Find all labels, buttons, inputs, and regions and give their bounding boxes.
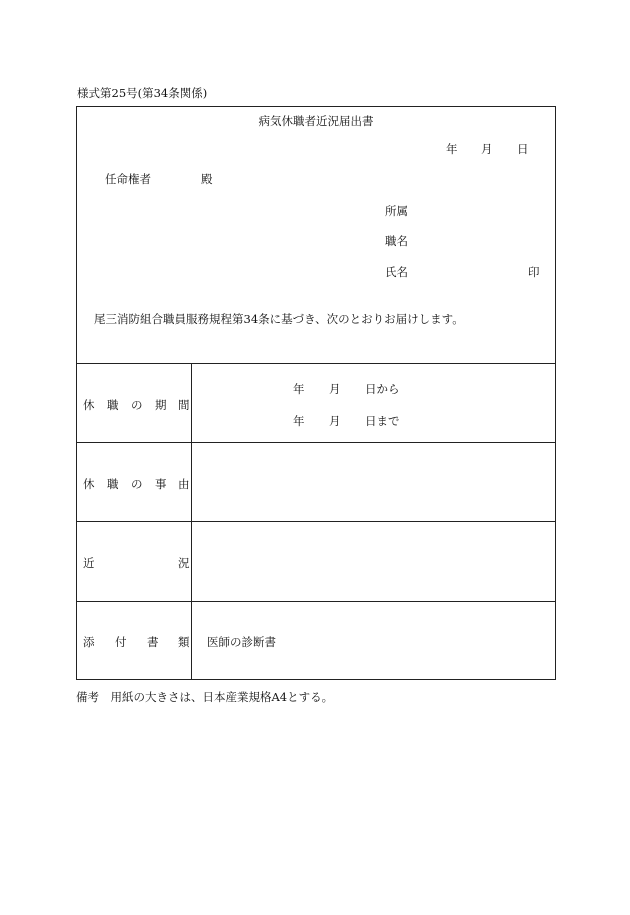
row-divider-period bbox=[77, 363, 555, 364]
date-month-label: 月 bbox=[481, 142, 493, 156]
statement-text: 尾三消防組合職員服務規程第34条に基づき、次のとおりお届けします。 bbox=[94, 312, 464, 326]
reason-label-char: 休 bbox=[83, 477, 95, 491]
period-label-char: 休 bbox=[83, 398, 95, 412]
affiliation-label: 所属 bbox=[385, 204, 408, 218]
status-label-char: 況 bbox=[178, 556, 190, 570]
period-from-month: 月 bbox=[329, 382, 341, 396]
position-label: 職名 bbox=[385, 234, 408, 248]
period-to-month: 月 bbox=[329, 414, 341, 428]
period-label-char: の bbox=[131, 398, 143, 412]
reason-label-char: の bbox=[131, 477, 143, 491]
period-label-char: 期 bbox=[155, 398, 167, 412]
addressee-label: 任命権者 bbox=[105, 172, 151, 186]
reason-value-cell bbox=[192, 443, 556, 521]
name-label: 氏名 bbox=[385, 265, 408, 279]
column-divider bbox=[191, 363, 192, 679]
form-title: 病気休職者近況届出書 bbox=[258, 114, 374, 128]
attachments-label-char: 添 bbox=[83, 635, 95, 649]
status-label-char: 近 bbox=[83, 556, 95, 570]
form-box bbox=[76, 106, 556, 680]
attachments-label-char: 類 bbox=[178, 635, 190, 649]
period-label-char: 間 bbox=[178, 398, 190, 412]
attachments-label-char: 書 bbox=[147, 635, 159, 649]
seal-label: 印 bbox=[528, 265, 540, 279]
reason-label-char: 職 bbox=[107, 477, 119, 491]
form-number: 様式第25号(第34条関係) bbox=[77, 86, 208, 100]
attachments-label-char: 付 bbox=[115, 635, 127, 649]
date-year-label: 年 bbox=[446, 142, 458, 156]
period-from-day: 日から bbox=[365, 382, 400, 396]
footer-note: 備考 用紙の大きさは、日本産業規格A4とする。 bbox=[76, 690, 334, 704]
addressee-honorific: 殿 bbox=[201, 172, 213, 186]
period-label-char: 職 bbox=[107, 398, 119, 412]
reason-label-char: 由 bbox=[178, 477, 190, 491]
date-day-label: 日 bbox=[517, 142, 529, 156]
period-to-year: 年 bbox=[293, 414, 305, 428]
row-divider-attachments bbox=[77, 601, 555, 602]
period-from-year: 年 bbox=[293, 382, 305, 396]
reason-label-char: 事 bbox=[155, 477, 167, 491]
status-value-cell bbox=[192, 522, 556, 601]
period-to-day: 日まで bbox=[365, 414, 400, 428]
attachments-value: 医師の診断書 bbox=[207, 635, 276, 649]
